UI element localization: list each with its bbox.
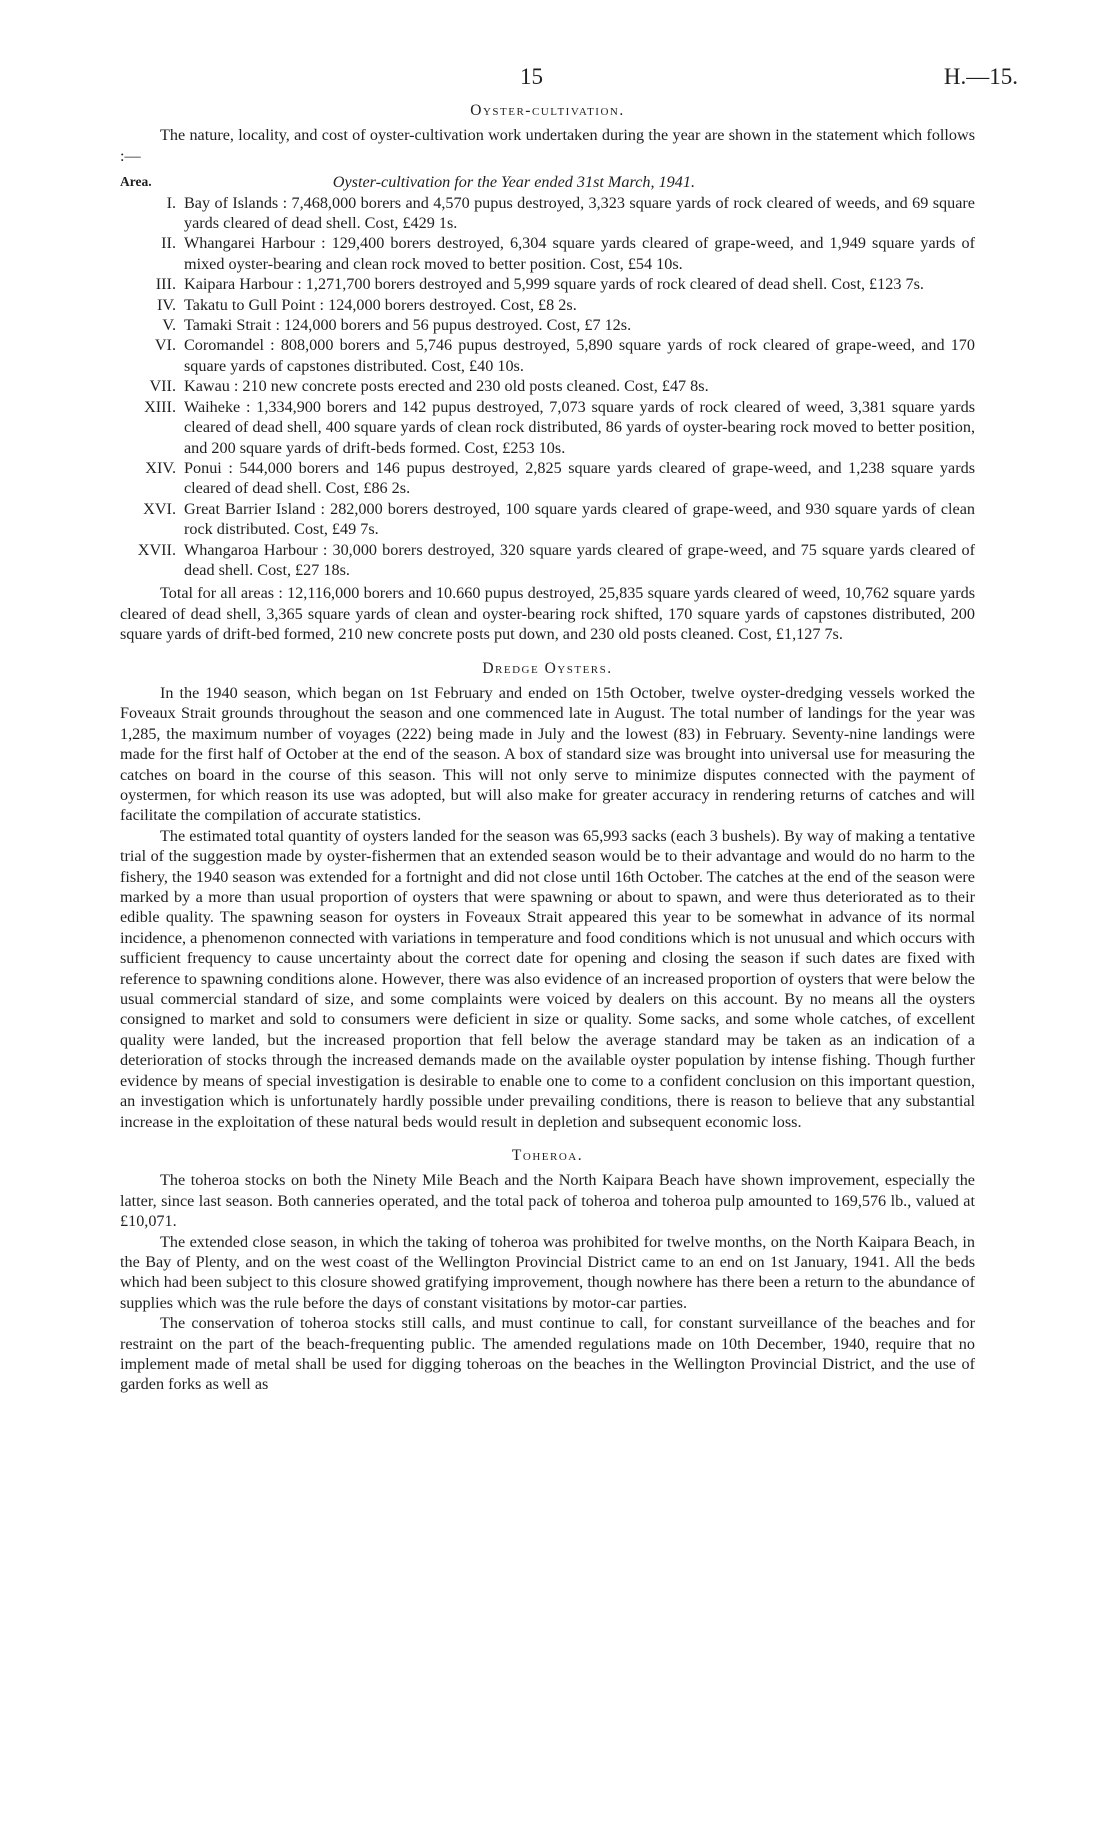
area-description: Kawau : 210 new concrete posts erected and 230 old posts cleaned. Cost, £47 8s. xyxy=(184,377,709,396)
list-item xyxy=(120,335,975,376)
area-numeral: V. xyxy=(162,316,176,335)
toheroa-paragraph: The toheroa stocks on both the Ninety Mile Beach and the North Kaipara Beach have shown improvement, especially the latter, since last season. Both canneries operated, and the total pack of toheroa and toheroa pulp amounted to 169,576 lb., valued at £10,071. xyxy=(120,1171,975,1231)
list-item xyxy=(120,233,975,274)
list-item xyxy=(120,295,975,315)
page-number: 15 xyxy=(520,64,543,89)
oyster-cultivation-intro: The nature, locality, and cost of oyster-cultivation work undertaken during the year are shown in the statement which follows :— xyxy=(120,126,975,165)
page-header xyxy=(0,64,1114,94)
list-item xyxy=(120,274,975,294)
dredge-paragraph: The estimated total quantity of oysters landed for the season was 65,993 sacks (each 3 bushels). By way of making a tentative trial of the suggestion made by oyster-fishermen that an extended season would be to their advantage and would do no harm to the fishery, the 1940 season was extended for a fortnight and did not close until 16th October. The catches at the end of the season were marked by a more than usual proportion of oysters that were spawning or about to spawn, and were thus deteriorated as to their edible quality. The spawning season for oysters in Foveaux Strait appeared this year to be somewhat in advance of its normal incidence, a phenomenon connected with variations in temperature and food conditions which is not unusual and which occurs with sufficient frequency to cause uncertainty about the correct date for opening and closing the season if such dates are fixed with reference to spawning conditions alone. However, there was also evidence of an increased proportion of oysters that were below the usual commercial standard of size, and some complaints were voiced by dealers on this account. By no means all the oysters consigned to market and sold to consumers were deficient in size or quality. Some sacks, and some whole catches, of excellent quality were landed, but the increased proportion that fell below the average standard may be taken as an indication of a deterioration of stocks through the increased demands made on the available oyster population by intense fishing. Though further evidence by means of special investigation is desirable to enable one to come to a confident conclusion on this important question, an investigation which is unfortunately hardly possible under prevailing conditions, there is reason to believe that any substantial increase in the exploitation of these natural beds would result in depletion and subsequent economic loss. xyxy=(120,826,976,1131)
area-description: Coromandel : 808,000 borers and 5,746 pupus destroyed, 5,890 square yards of rock cleared of grape-weed, and 170 square yards of capstones distributed. Cost, £40 10s. xyxy=(184,336,975,375)
area-numeral: XIV. xyxy=(145,458,176,477)
cultivation-total: Total for all areas : 12,116,000 borers and 10.660 pupus destroyed, 25,835 square yards cleared of weed, 10,762 square yards cleared of dead shell, 3,365 square yards of clean and oyster-bearing rock shifted, 170 square yards of capstones distributed, 200 square yards of drift-bed formed, 210 new concrete posts put down, and 230 old posts cleaned. Cost, £1,127 7s. xyxy=(120,584,975,644)
area-description: Whangaroa Harbour : 30,000 borers destroyed, 320 square yards cleared of grape-weed, and 75 square yards cleared of dead shell. Cost, £27 18s. xyxy=(184,540,975,579)
list-item xyxy=(120,193,975,234)
area-numeral: XVII. xyxy=(137,540,176,559)
area-description: Takatu to Gull Point : 124,000 borers destroyed. Cost, £8 2s. xyxy=(184,295,577,314)
list-item xyxy=(120,458,975,499)
cultivation-table-header xyxy=(120,172,975,192)
section-title-oyster-cultivation: Oyster-cultivation. xyxy=(470,102,625,119)
list-item xyxy=(120,315,975,335)
area-description: Kaipara Harbour : 1,271,700 borers destroyed and 5,999 square yards of rock cleared of dead shell. Cost, £123 7s. xyxy=(184,275,924,294)
area-numeral: I. xyxy=(166,193,176,212)
area-description: Whangarei Harbour : 129,400 borers destroyed, 6,304 square yards cleared of grape-weed, and 1,949 square yards of mixed oyster-bearing and clean rock moved to better position. Cost, £54 10s. xyxy=(184,234,975,273)
area-description: Bay of Islands : 7,468,000 borers and 4,570 pupus destroyed, 3,323 square yards of rock cleared of weeds, and 69 square yards cleared of dead shell. Cost, £429 1s. xyxy=(184,193,975,233)
area-description: Tamaki Strait : 124,000 borers and 56 pupus destroyed. Cost, £7 12s. xyxy=(184,316,632,335)
area-numeral: VII. xyxy=(149,377,176,396)
list-item xyxy=(120,540,975,581)
area-numeral: III. xyxy=(155,275,176,294)
list-item xyxy=(120,397,975,458)
area-numeral: XIII. xyxy=(144,397,176,416)
cultivation-table-title: Oyster-cultivation for the Year ended 31st March, 1941. xyxy=(332,173,695,192)
document-reference: H.—15. xyxy=(943,64,1018,89)
section-title-toheroa: Toheroa. xyxy=(511,1146,584,1164)
cultivation-entries xyxy=(120,193,975,581)
page-content xyxy=(120,101,975,1395)
area-label: Area. xyxy=(120,174,152,190)
area-description: Waiheke : 1,334,900 borers and 142 pupus destroyed, 7,073 square yards of rock cleared of weed, 3,381 square yards cleared of dead shell, 400 square yards of clean rock distributed, 86 yards of oyster-bearing rock moved to better position, and 200 square yards of drift-beds formed. Cost, £253 10s. xyxy=(184,397,975,457)
dredge-paragraph: In the 1940 season, which began on 1st February and ended on 15th October, twelve oyster-dredging vessels worked the Foveaux Strait grounds throughout the season and one commenced late in August. The total number of landings for the year was 1,285, the maximum number of voyages (222) being made in July and the lowest (83) in February. Seventy-nine landings were made for the first half of October at the end of the season. A box of standard size was brought into universal use for measuring the catches on board in the course of this season. This will not only serve to minimize disputes connected with the payment of oystermen, for which reason its use was adopted, but will also make for greater accuracy in rendering returns of catches and will facilitate the compilation of accurate statistics. xyxy=(120,683,975,825)
area-description: Ponui : 544,000 borers and 146 pupus destroyed, 2,825 square yards cleared of grape-weed, and 1,238 square yards cleared of dead shell. Cost, £86 2s. xyxy=(184,458,975,498)
area-description: Great Barrier Island : 282,000 borers destroyed, 100 square yards cleared of grape-weed, and 930 square yards of clean rock distributed. Cost, £49 7s. xyxy=(184,499,975,539)
list-item xyxy=(120,376,975,396)
area-numeral: XVI. xyxy=(143,499,176,518)
area-numeral: II. xyxy=(161,234,176,253)
area-numeral: VI. xyxy=(154,336,176,355)
list-item xyxy=(120,499,975,540)
toheroa-paragraph: The extended close season, in which the taking of toheroa was prohibited for twelve months, on the North Kaipara Beach, in the Bay of Plenty, and on the west coast of the Wellington Provincial District came to an end on 1st January, 1941. All the beds which had been subject to this closure showed gratifying improvement, though nowhere has there been a return to the abundance of supplies which was the rule before the days of constant visitations by motor-car parties. xyxy=(120,1232,975,1312)
section-title-dredge-oysters: Dredge Oysters. xyxy=(482,659,613,677)
area-numeral: IV. xyxy=(156,295,176,314)
toheroa-paragraph: The conservation of toheroa stocks still calls, and must continue to call, for constant surveillance of the beaches and for restraint on the part of the beach-frequenting public. The amended regulations made on 10th December, 1940, require that no implement made of metal shall be used for digging toheroas on the beaches in the Wellington Provincial District, and the use of garden forks as well as xyxy=(120,1314,975,1394)
